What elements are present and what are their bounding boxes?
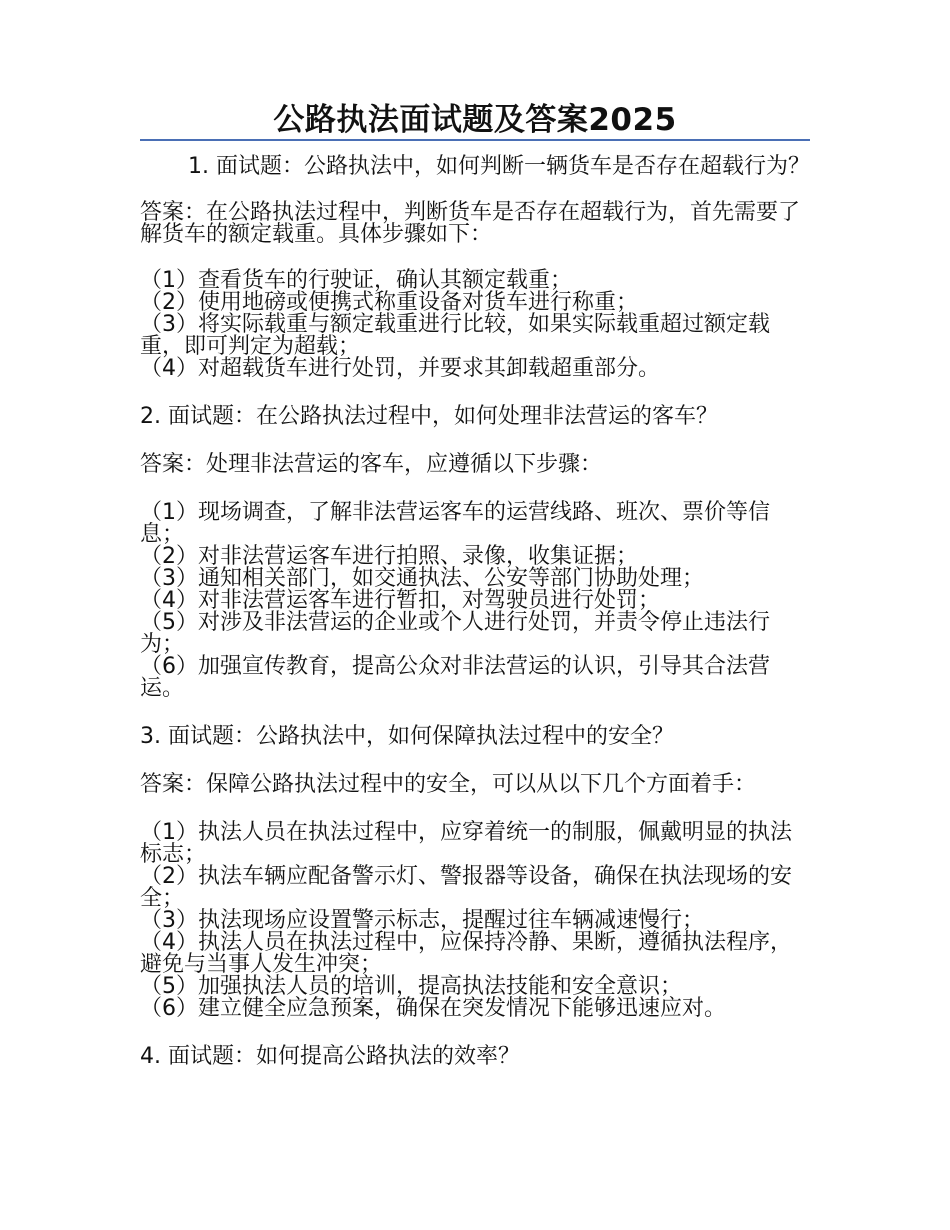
question-3: 3. 面试题：公路执法中，如何保障执法过程中的安全？ [140,724,674,749]
answer-3-step-1: （1）执法人员在执法过程中，应穿着统一的制服，佩戴明显的执法标志； [140,820,792,867]
answer-2-step-4: （4）对非法营运客车进行暂扣，对驾驶员进行处罚； [140,588,660,613]
answer-3-step-4: （4）执法人员在执法过程中，应保持冷静、果断，遵循执法程序，避免与当事人发生冲突； [140,930,792,977]
answer-2-intro: 答案：处理非法营运的客车，应遵循以下步骤： [140,452,603,477]
question-1: 1. 面试题：公路执法中，如何判断一辆货车是否存在超载行为？ [188,154,810,179]
answer-3-step-5: （5）加强执法人员的培训，提高执法技能和安全意识； [140,974,682,999]
answer-3-step-2: （2）执法车辆应配备警示灯、警报器等设备，确保在执法现场的安全； [140,864,792,911]
answer-2-step-6: （6）加强宣传教育，提高公众对非法营运的认识，引导其合法营运。 [140,654,770,701]
answer-2-steps [140,502,810,700]
answer-1-step-4: （4）对超载货车进行处罚，并要求其卸载超重部分。 [140,356,660,381]
document-body [140,156,810,1068]
question-4: 4. 面试题：如何提高公路执法的效率？ [140,1044,520,1069]
answer-2-step-2: （2）对非法营运客车进行拍照、录像，收集证据； [140,544,638,569]
answer-1-steps [140,270,810,380]
answer-3-step-3: （3）执法现场应设置警示标志，提醒过往车辆减速慢行； [140,908,704,933]
answer-2-step-5: （5）对涉及非法营运的企业或个人进行处罚，并责令停止违法行为； [140,610,770,657]
answer-1-step-1: （1）查看货车的行驶证，确认其额定载重； [140,268,572,293]
answer-1-intro: 答案：在公路执法过程中，判断货车是否存在超载行为，首先需要了解货车的额定载重。具体步骤如下： [140,200,801,247]
title-underline [140,139,810,141]
question-2: 2. 面试题：在公路执法过程中，如何处理非法营运的客车？ [140,404,718,429]
answer-1-step-3: （3）将实际载重与额定载重进行比较，如果实际载重超过额定载重，即可判定为超载； [140,312,770,359]
answer-3-steps [140,822,810,1020]
answer-3-step-6: （6）建立健全应急预案，确保在突发情况下能够迅速应对。 [140,996,726,1021]
answer-2-step-1: （1）现场调查，了解非法营运客车的运营线路、班次、票价等信息； [140,500,770,547]
answer-1-step-2: （2）使用地磅或便携式称重设备对货车进行称重； [140,290,638,315]
answer-3-intro: 答案：保障公路执法过程中的安全，可以从以下几个方面着手： [140,772,757,797]
document-title: 公路执法面试题及答案2025 [273,102,677,138]
answer-2-step-3: （3）通知相关部门，如交通执法、公安等部门协助处理； [140,566,704,591]
